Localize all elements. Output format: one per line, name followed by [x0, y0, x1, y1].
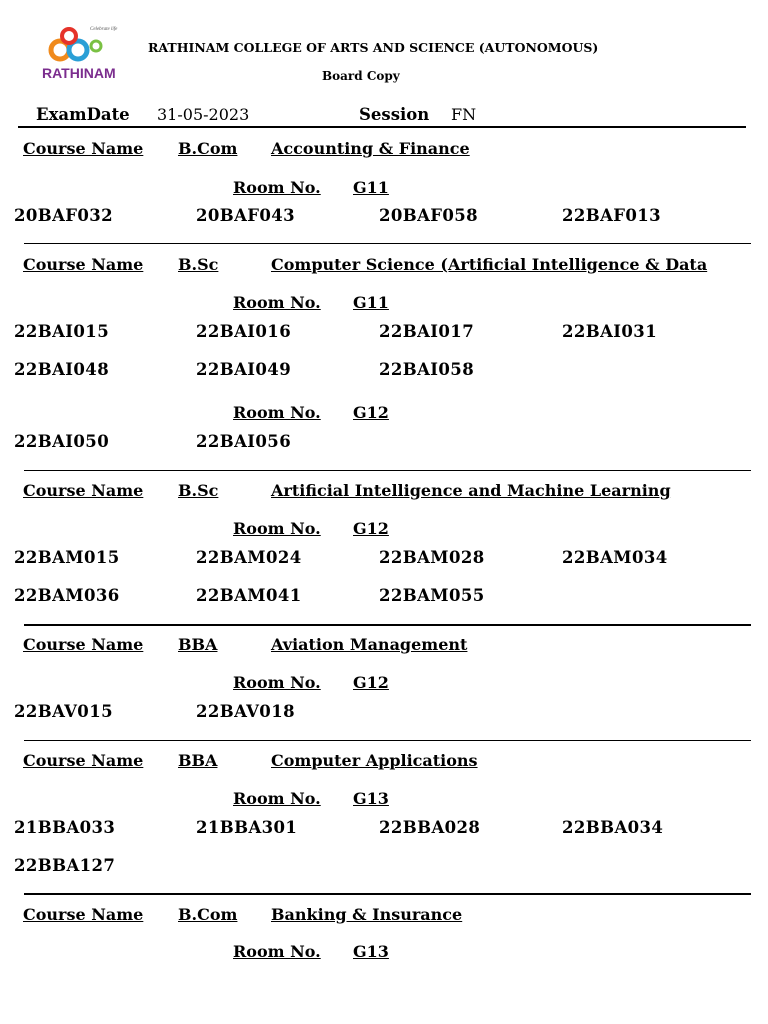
degree: BBA — [178, 751, 218, 770]
room-no-label: Room No. — [233, 178, 321, 197]
exam-date-label: ExamDate — [36, 105, 130, 124]
college-logo — [34, 22, 122, 88]
roll-number: 22BAV018 — [196, 702, 295, 721]
room-number: G12 — [353, 403, 389, 422]
course-name-label: Course Name — [23, 481, 144, 500]
roll-number: 22BAM024 — [196, 548, 302, 567]
course-name-label: Course Name — [23, 255, 144, 274]
roll-number: 22BAI049 — [196, 360, 292, 379]
section-divider — [24, 624, 751, 626]
roll-number: 22BAI017 — [379, 322, 475, 341]
room-no-label: Room No. — [233, 403, 321, 422]
degree: B.Com — [178, 139, 238, 158]
roll-number: 22BAI015 — [14, 322, 110, 341]
roll-number: 22BAM036 — [14, 586, 120, 605]
board-copy-label: Board Copy — [322, 69, 400, 83]
degree: B.Sc — [178, 481, 219, 500]
degree: B.Com — [178, 905, 238, 924]
roll-number: 20BAF043 — [196, 206, 296, 225]
room-number: G13 — [353, 789, 389, 808]
roll-number: 22BAV015 — [14, 702, 113, 721]
course-title: Computer Applications — [271, 751, 478, 770]
section-divider — [24, 470, 751, 471]
roll-number: 22BAI050 — [14, 432, 110, 451]
roll-number: 22BBA028 — [379, 818, 481, 837]
roll-number: 20BAF032 — [14, 206, 114, 225]
roll-number: 22BAF013 — [562, 206, 662, 225]
roll-number: 22BAI016 — [196, 322, 292, 341]
course-title: Aviation Management — [271, 635, 468, 654]
room-number: G11 — [353, 293, 389, 312]
room-no-label: Room No. — [233, 942, 321, 961]
logo-tagline: Celebrate life — [90, 27, 118, 32]
course-name-label: Course Name — [23, 905, 144, 924]
roll-number: 22BAI058 — [379, 360, 475, 379]
roll-number: 21BBA033 — [14, 818, 116, 837]
roll-number: 22BAI031 — [562, 322, 658, 341]
roll-number: 22BBA034 — [562, 818, 664, 837]
roll-number: 22BAM034 — [562, 548, 668, 567]
section-divider — [24, 893, 751, 895]
section-divider — [24, 243, 751, 244]
roll-number: 22BAM028 — [379, 548, 485, 567]
header-divider — [18, 126, 746, 128]
roll-number: 22BAM015 — [14, 548, 120, 567]
room-number: G11 — [353, 178, 389, 197]
room-number: G12 — [353, 673, 389, 692]
course-title: Accounting & Finance — [271, 139, 470, 158]
course-name-label: Course Name — [23, 635, 144, 654]
section-divider — [24, 740, 751, 741]
roll-number: 21BBA301 — [196, 818, 298, 837]
room-number: G13 — [353, 942, 389, 961]
course-name-label: Course Name — [23, 139, 144, 158]
room-no-label: Room No. — [233, 789, 321, 808]
logo-wordmark: RATHINAM — [42, 65, 116, 81]
room-no-label: Room No. — [233, 673, 321, 692]
roll-number: 22BAM041 — [196, 586, 302, 605]
roll-number: 22BAM055 — [379, 586, 485, 605]
roll-number: 22BBA127 — [14, 856, 116, 875]
college-name: RATHINAM COLLEGE OF ARTS AND SCIENCE (AUTONOMOUS) — [148, 40, 599, 55]
roll-number: 22BAI048 — [14, 360, 110, 379]
course-name-label: Course Name — [23, 751, 144, 770]
roll-number: 20BAF058 — [379, 206, 479, 225]
degree: BBA — [178, 635, 218, 654]
room-no-label: Room No. — [233, 519, 321, 538]
course-title: Computer Science (Artificial Intelligence & Data — [271, 255, 708, 274]
course-title: Banking & Insurance — [271, 905, 463, 924]
course-title: Artificial Intelligence and Machine Learning — [271, 481, 671, 500]
exam-date-value: 31-05-2023 — [157, 105, 250, 124]
room-no-label: Room No. — [233, 293, 321, 312]
degree: B.Sc — [178, 255, 219, 274]
roll-number: 22BAI056 — [196, 432, 292, 451]
session-label: Session — [359, 105, 430, 124]
room-number: G12 — [353, 519, 389, 538]
session-value: FN — [451, 105, 477, 124]
